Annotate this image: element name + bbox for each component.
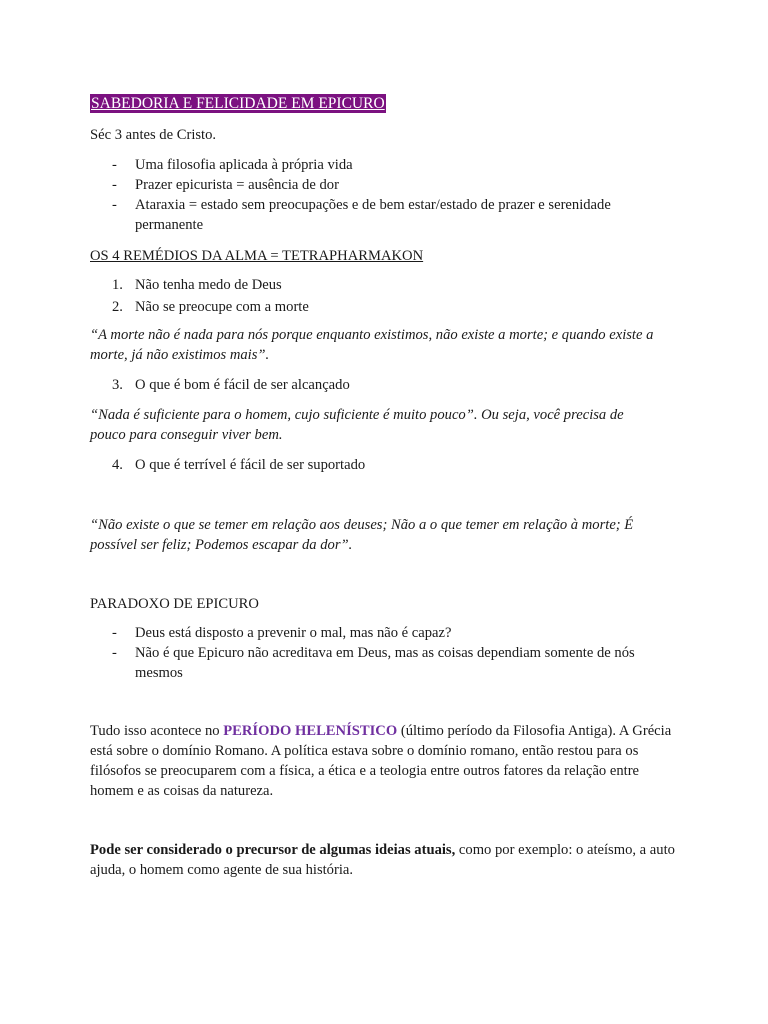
list-number: 3.	[112, 377, 123, 393]
list-item: 2. Não se preocupe com a morte	[112, 299, 309, 315]
document-title: SABEDORIA E FELICIDADE EM EPICURO	[91, 95, 385, 112]
title-line	[90, 94, 690, 114]
remedies-heading: OS 4 REMÉDIOS DA ALMA = TETRAPHARMAKON	[90, 248, 424, 264]
list-number: 1.	[112, 277, 123, 293]
list-item: - Prazer epicurista = ausência de dor	[112, 177, 339, 193]
list-item: 3. O que é bom é fácil de ser alcançado	[112, 377, 350, 393]
remedies-list-b	[90, 375, 690, 395]
quote-death: “A morte não é nada para nós porque enquanto existimos, não existe a morte; e quando existe a morte, já não existimos mais”.	[90, 327, 654, 363]
list-number: 2.	[112, 299, 123, 315]
quote-summary: “Não existe o que se temer em relação aos deuses; Não a o que temer em relação à morte; É possível ser feliz; Podemos escapar da dor”.	[90, 517, 634, 553]
hellenistic-highlight: PERÍODO HELENÍSTICO	[223, 723, 398, 739]
dash-marker: -	[112, 177, 117, 193]
remedies-list-a	[90, 275, 690, 317]
paradox-heading: PARADOXO DE EPICURO	[90, 596, 259, 612]
list-item: - Ataraxia = estado sem preocupações e de bem estar/estado de prazer e serenidade permanente	[112, 197, 611, 233]
remedies-list-c	[90, 455, 690, 475]
intro-text: Séc 3 antes de Cristo.	[90, 127, 217, 143]
dash-marker: -	[112, 157, 117, 173]
dash-marker: -	[112, 645, 117, 661]
dash-marker: -	[112, 625, 117, 641]
precursor-paragraph: Pode ser considerado o precursor de algumas ideias atuais, como por exemplo: o ateísmo, a auto ajuda, o homem como agente de sua história.	[90, 842, 675, 878]
list-item: 1. Não tenha medo de Deus	[112, 277, 282, 293]
list-number: 4.	[112, 457, 123, 473]
list-item: - Deus está disposto a prevenir o mal, mas não é capaz?	[112, 625, 452, 641]
hellenistic-paragraph: Tudo isso acontece no PERÍODO HELENÍSTICO (último período da Filosofia Antiga). A Grécia está sobre o domínio Romano. A política estava sobre o domínio romano, então restou para os filósofos se preocuparem com a física, a ética e a teologia entre outros fatores da relação entre homem e as coisas da natureza.	[90, 723, 672, 799]
list-item: 4. O que é terrível é fácil de ser suportado	[112, 457, 366, 473]
precursor-bold: Pode ser considerado o precursor de algumas ideias atuais,	[90, 842, 456, 858]
quote-enough: “Nada é suficiente para o homem, cujo suficiente é muito pouco”. Ou seja, você precisa de pouco para conseguir viver bem.	[90, 407, 624, 443]
list-item: - Uma filosofia aplicada à própria vida	[112, 157, 353, 173]
bullet-list-paradox	[90, 623, 670, 683]
bullet-list-teachings	[90, 155, 680, 235]
list-item: - Não é que Epicuro não acreditava em Deus, mas as coisas dependiam somente de nós mesmos	[112, 645, 635, 681]
dash-marker: -	[112, 197, 117, 213]
